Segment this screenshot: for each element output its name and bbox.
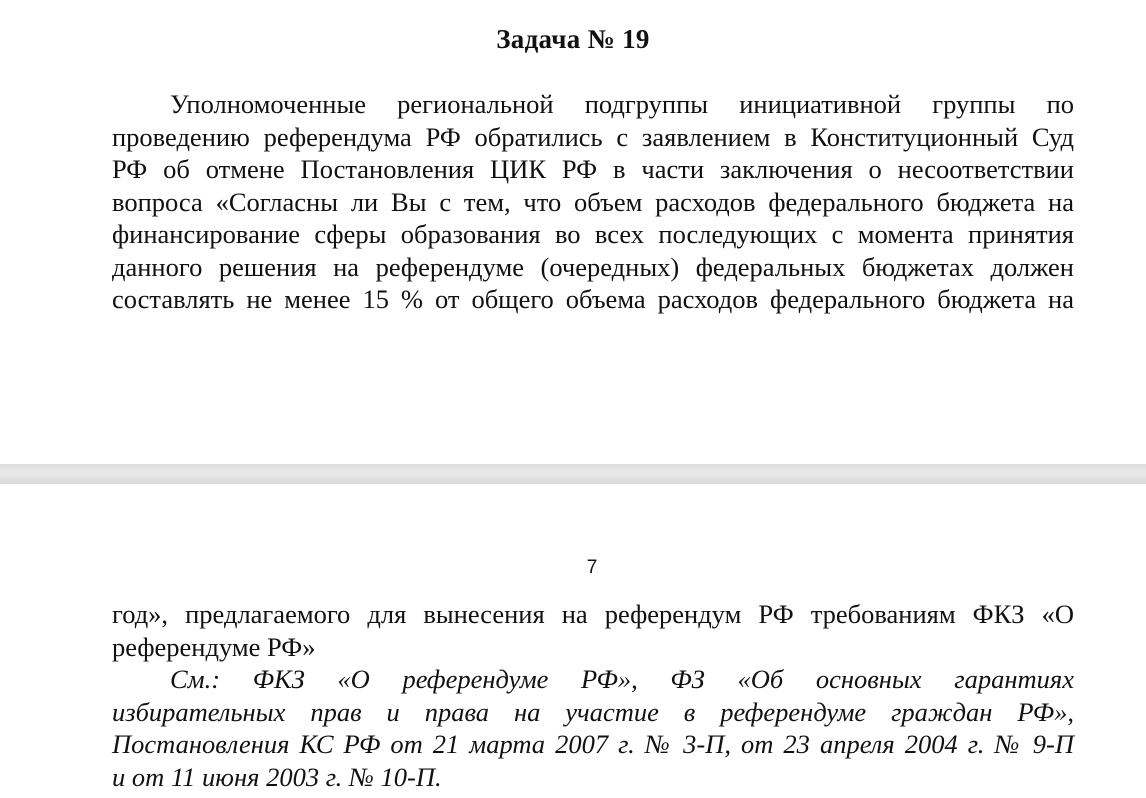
paragraph-continuation <box>112 598 1074 793</box>
reference-line: Постановления КС РФ от 21 марта 2007 г. № 3-П, от 23 апреля 2004 г. № 9-П <box>112 729 1074 759</box>
paragraph-line: данного решения на референдуме (очередных) федеральных бюджетах должен <box>112 251 1074 282</box>
paragraph-line: год», предлагаемого для вынесения на референдум РФ требованиям ФКЗ «О <box>112 599 1074 629</box>
paragraph-line: вопроса «Согласны ли Вы с тем, что объем расходов федерального бюджета на <box>112 186 1074 217</box>
paragraph-line: проведению референдума РФ обратились с заявлением в Конституционный Суд <box>112 121 1074 152</box>
reference-line: См.: ФКЗ «О референдуме РФ», ФЗ «Об основных гарантиях <box>170 664 1074 694</box>
paragraph-line: Уполномоченные региональной подгруппы инициативной группы по <box>170 89 1074 119</box>
page-separator <box>0 464 1146 484</box>
reference-line: и от 11 июня 2003 г. № 10-П. <box>112 761 442 792</box>
reference-line: избирательных прав и права на участие в референдуме граждан РФ», <box>112 696 1074 727</box>
task-title: Задача № 19 <box>496 24 650 54</box>
paragraph-line: финансирование сферы образования во всех последующих с момента принятия <box>112 219 1074 249</box>
paragraph-line: составлять не менее 15 % от общего объема расходов федерального бюджета на <box>112 284 1074 314</box>
task-paragraph <box>112 88 1074 316</box>
paragraph-line: РФ об отмене Постановления ЦИК РФ в части заключения о несоответствии <box>112 154 1074 184</box>
paragraph-line: референдуме РФ» <box>112 631 316 662</box>
document-page-bottom <box>0 484 1146 798</box>
page-number: 7 <box>586 557 598 578</box>
